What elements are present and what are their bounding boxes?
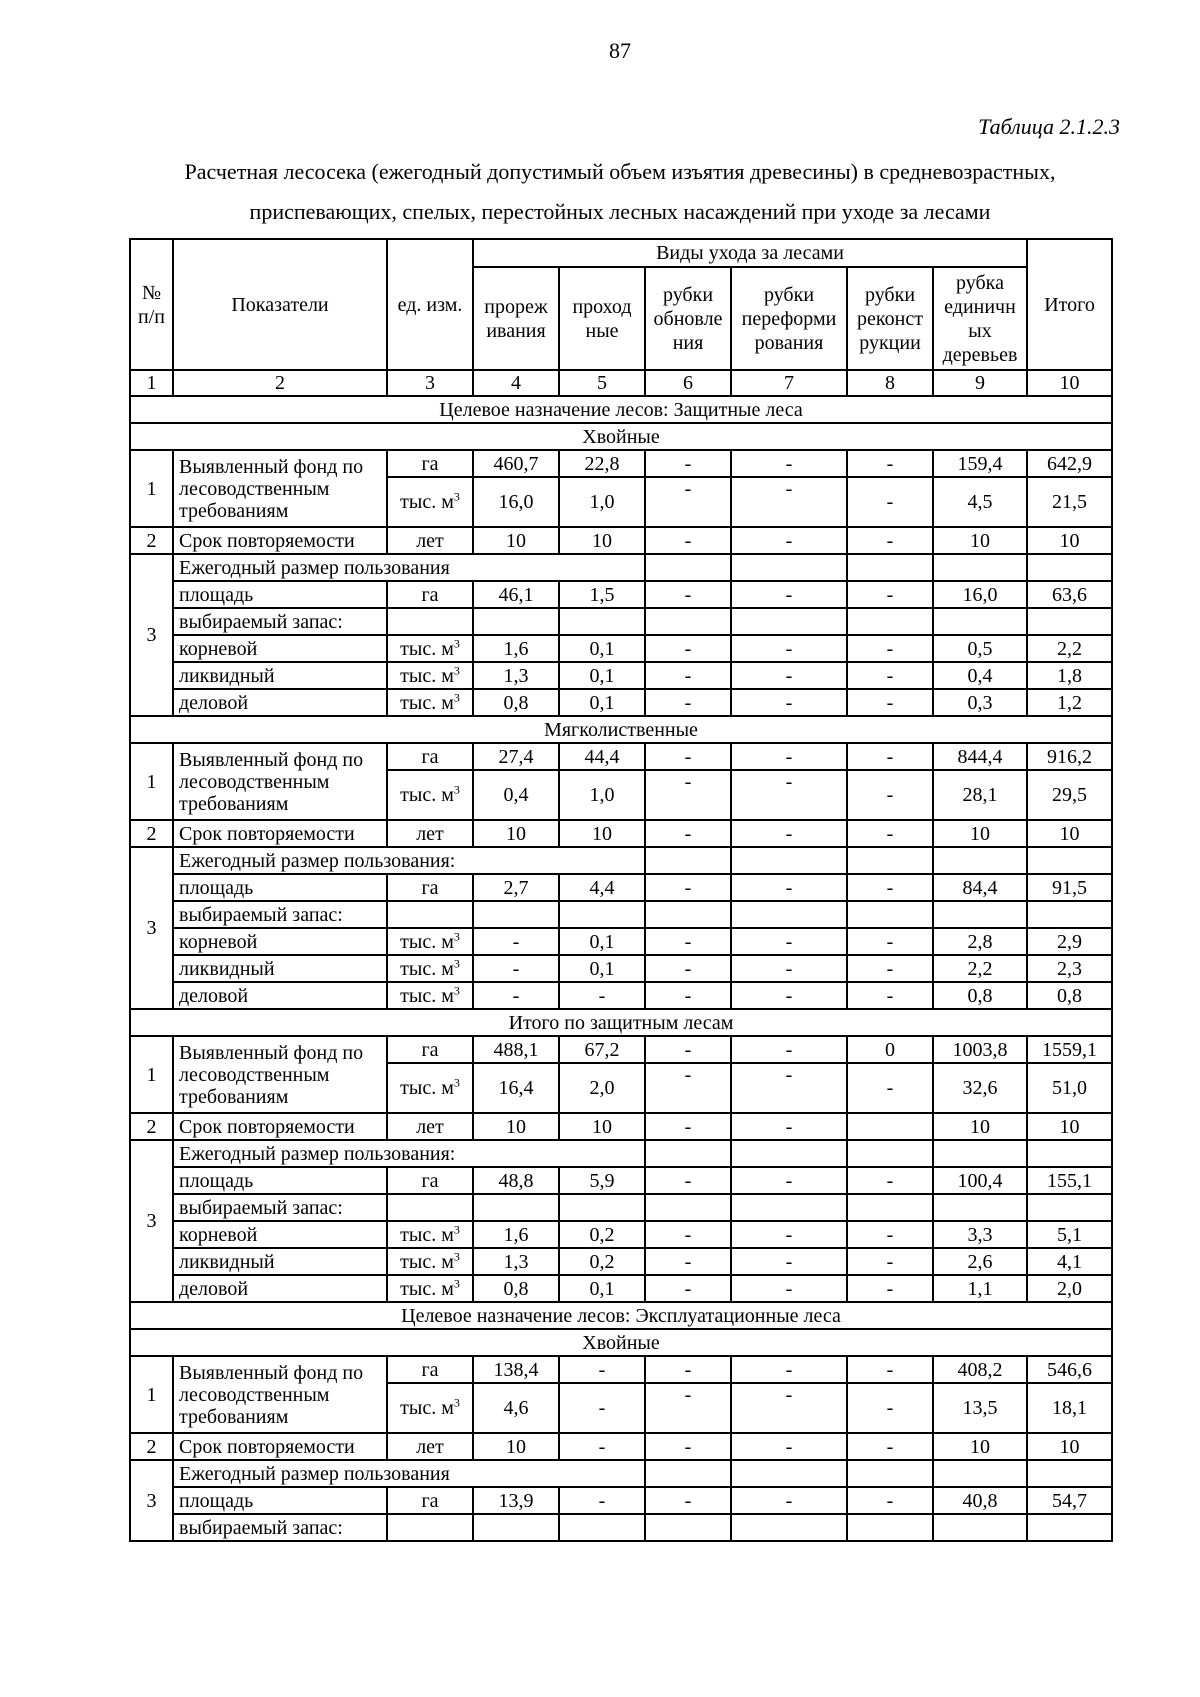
value-cell: 1003,8: [933, 1036, 1027, 1063]
value-cell: 155,1: [1027, 1167, 1112, 1194]
value-cell: -: [847, 1221, 933, 1248]
indicator-fund: Выявленный фонд по лесоводственным требованиям: [173, 1036, 387, 1113]
value-cell: 46,1: [473, 581, 559, 608]
table-title-line-2: приспевающих, спелых, перестойных лесных насаждений при уходе за лесами: [249, 199, 991, 224]
indicator-root: корневой: [173, 1221, 387, 1248]
value-cell: 10: [1027, 1433, 1112, 1460]
value-cell: -: [847, 820, 933, 847]
value-cell: -: [731, 477, 847, 527]
value-cell: 159,4: [933, 450, 1027, 477]
value-cell: 2,0: [559, 1063, 645, 1113]
unit-cell: тыс. $м^3$: [387, 689, 473, 716]
value-cell: 48,8: [473, 1167, 559, 1194]
unit-cell: га: [387, 581, 473, 608]
value-cell: -: [645, 1036, 731, 1063]
value-cell: -: [559, 1433, 645, 1460]
value-cell: 10: [933, 1113, 1027, 1140]
value-cell: -: [847, 982, 933, 1009]
value-cell: 488,1: [473, 1036, 559, 1063]
value-cell: -: [731, 1221, 847, 1248]
section-heading: Целевое назначение лесов: Эксплуатационные леса: [130, 1302, 1112, 1329]
value-cell: 2,2: [1027, 635, 1112, 662]
row-number: 3: [130, 1460, 173, 1541]
value-cell: 0,1: [559, 955, 645, 982]
value-cell: 2,6: [933, 1248, 1027, 1275]
indicator-annual: Ежегодный размер пользования: [173, 1460, 645, 1487]
value-cell: 408,2: [933, 1356, 1027, 1383]
col-number: 8: [847, 370, 933, 396]
value-cell: 10: [559, 1113, 645, 1140]
value-cell: 1,3: [473, 662, 559, 689]
indicator-period: Срок повторяемости: [173, 1113, 387, 1140]
value-cell: 0,4: [933, 662, 1027, 689]
value-cell: -: [731, 1383, 847, 1433]
value-cell: -: [847, 689, 933, 716]
value-cell: -: [731, 1356, 847, 1383]
value-cell: 0,2: [559, 1248, 645, 1275]
value-cell: -: [731, 874, 847, 901]
value-cell: -: [731, 689, 847, 716]
value-cell: 2,8: [933, 928, 1027, 955]
value-cell: -: [847, 874, 933, 901]
indicator-area: площадь: [173, 1167, 387, 1194]
value-cell: -: [847, 1383, 933, 1433]
value-cell: -: [731, 1275, 847, 1302]
value-cell: -: [645, 1063, 731, 1113]
value-cell: 10: [1027, 1113, 1112, 1140]
table-label: Таблица 2.1.2.3: [978, 114, 1120, 139]
value-cell: -: [731, 770, 847, 820]
value-cell: 1,1: [933, 1275, 1027, 1302]
indicator-stock: выбираемый запас:: [173, 1514, 387, 1541]
value-cell: 10: [933, 527, 1027, 554]
unit-cell: тыс. $м^3$: [387, 635, 473, 662]
value-cell: -: [847, 1063, 933, 1113]
header-col-renewal: рубки обновле ния: [645, 267, 731, 370]
unit-cell: тыс. $м^3$: [387, 1383, 473, 1433]
value-cell: 2,0: [1027, 1275, 1112, 1302]
unit-cell: га: [387, 874, 473, 901]
value-cell: -: [473, 928, 559, 955]
value-cell: 0,2: [559, 1221, 645, 1248]
value-cell: 4,6: [473, 1383, 559, 1433]
value-cell: -: [645, 1275, 731, 1302]
unit-cell: лет: [387, 1433, 473, 1460]
col-number: 1: [130, 370, 173, 396]
value-cell: -: [645, 662, 731, 689]
value-cell: -: [731, 1113, 847, 1140]
value-cell: -: [731, 1036, 847, 1063]
unit-cell: лет: [387, 820, 473, 847]
value-cell: -: [645, 450, 731, 477]
value-cell: -: [645, 743, 731, 770]
value-cell: 2,3: [1027, 955, 1112, 982]
subsection-heading: Хвойные: [130, 423, 1112, 450]
value-cell: -: [847, 1356, 933, 1383]
indicator-liquid: ликвидный: [173, 955, 387, 982]
unit-cell: га: [387, 450, 473, 477]
value-cell: 0,1: [559, 928, 645, 955]
table-title-line-1: Расчетная лесосека (ежегодный допустимый объем изъятия древесины) в средневозрастных,: [184, 159, 1056, 184]
unit-cell: тыс. $м^3$: [387, 662, 473, 689]
unit-cell: тыс. $м^3$: [387, 955, 473, 982]
header-col-passage: проход ные: [559, 267, 645, 370]
header-col-reformation: рубки переформи рования: [731, 267, 847, 370]
value-cell: 0,1: [559, 689, 645, 716]
value-cell: 2,7: [473, 874, 559, 901]
indicator-fund: Выявленный фонд по лесоводственным требованиям: [173, 1356, 387, 1433]
row-number: 1: [130, 1356, 173, 1433]
col-number: 9: [933, 370, 1027, 396]
value-cell: -: [731, 743, 847, 770]
value-cell: 10: [933, 1433, 1027, 1460]
col-number: 3: [387, 370, 473, 396]
value-cell: 0,3: [933, 689, 1027, 716]
unit-cell: тыс. $м^3$: [387, 1221, 473, 1248]
value-cell: -: [645, 1383, 731, 1433]
value-cell: -: [731, 955, 847, 982]
value-cell: 10: [559, 820, 645, 847]
value-cell: 67,2: [559, 1036, 645, 1063]
indicator-period: Срок повторяемости: [173, 527, 387, 554]
col-number: 5: [559, 370, 645, 396]
value-cell: 1,0: [559, 477, 645, 527]
value-cell: 3,3: [933, 1221, 1027, 1248]
value-cell: 138,4: [473, 1356, 559, 1383]
value-cell: -: [847, 1275, 933, 1302]
indicator-period: Срок повторяемости: [173, 1433, 387, 1460]
value-cell: 0,8: [473, 689, 559, 716]
indicator-period: Срок повторяемости: [173, 820, 387, 847]
header-care-types: Виды ухода за лесами: [473, 239, 1027, 267]
indicator-stock: выбираемый запас:: [173, 1194, 387, 1221]
indicator-liquid: ликвидный: [173, 1248, 387, 1275]
unit-cell: тыс. $м^3$: [387, 477, 473, 527]
row-number: 1: [130, 450, 173, 527]
value-cell: 0,8: [933, 982, 1027, 1009]
value-cell: 13,9: [473, 1487, 559, 1514]
header-col-single-trees: рубка единичн ых деревьев: [933, 267, 1027, 370]
row-number: 2: [130, 527, 173, 554]
value-cell: 18,1: [1027, 1383, 1112, 1433]
value-cell: -: [847, 955, 933, 982]
value-cell: -: [559, 1487, 645, 1514]
indicator-annual: Ежегодный размер пользования:: [173, 847, 645, 874]
indicator-fund: Выявленный фонд по лесоводственным требованиям: [173, 450, 387, 527]
value-cell: -: [473, 955, 559, 982]
value-cell: 4,1: [1027, 1248, 1112, 1275]
value-cell: 40,8: [933, 1487, 1027, 1514]
col-number: 7: [731, 370, 847, 396]
subsection-heading: Итого по защитным лесам: [130, 1009, 1112, 1036]
value-cell: 4,4: [559, 874, 645, 901]
value-cell: -: [731, 1167, 847, 1194]
value-cell: 63,6: [1027, 581, 1112, 608]
value-cell: 1,2: [1027, 689, 1112, 716]
unit-cell: га: [387, 1487, 473, 1514]
value-cell: 28,1: [933, 770, 1027, 820]
value-cell: -: [559, 1356, 645, 1383]
row-number: 3: [130, 847, 173, 1009]
value-cell: 1,3: [473, 1248, 559, 1275]
row-number: 2: [130, 1433, 173, 1460]
value-cell: 100,4: [933, 1167, 1027, 1194]
value-cell: -: [731, 1487, 847, 1514]
value-cell: 1,6: [473, 1221, 559, 1248]
value-cell: 44,4: [559, 743, 645, 770]
value-cell: 16,0: [933, 581, 1027, 608]
value-cell: 27,4: [473, 743, 559, 770]
value-cell: 460,7: [473, 450, 559, 477]
unit-cell: лет: [387, 1113, 473, 1140]
value-cell: -: [645, 982, 731, 1009]
value-cell: 0,8: [1027, 982, 1112, 1009]
value-cell: [847, 1113, 933, 1140]
value-cell: 0,1: [559, 662, 645, 689]
value-cell: 1,8: [1027, 662, 1112, 689]
indicator-root: корневой: [173, 635, 387, 662]
indicator-root: корневой: [173, 928, 387, 955]
value-cell: 0,4: [473, 770, 559, 820]
indicator-business: деловой: [173, 689, 387, 716]
page-number: 87: [609, 38, 631, 63]
value-cell: 5,9: [559, 1167, 645, 1194]
value-cell: 10: [473, 527, 559, 554]
unit-cell: тыс. $м^3$: [387, 1248, 473, 1275]
unit-cell: га: [387, 1167, 473, 1194]
value-cell: 10: [559, 527, 645, 554]
unit-cell: тыс. $м^3$: [387, 982, 473, 1009]
value-cell: 1,6: [473, 635, 559, 662]
unit-cell: га: [387, 1356, 473, 1383]
value-cell: -: [645, 1356, 731, 1383]
row-number: 3: [130, 1140, 173, 1302]
value-cell: -: [645, 955, 731, 982]
header-number: № п/п: [130, 239, 173, 370]
unit-cell: га: [387, 743, 473, 770]
row-number: 2: [130, 820, 173, 847]
value-cell: -: [847, 527, 933, 554]
indicator-liquid: ликвидный: [173, 662, 387, 689]
row-number: 1: [130, 743, 173, 820]
value-cell: 16,4: [473, 1063, 559, 1113]
value-cell: 10: [473, 820, 559, 847]
value-cell: 0,8: [473, 1275, 559, 1302]
value-cell: 916,2: [1027, 743, 1112, 770]
value-cell: -: [645, 770, 731, 820]
value-cell: 546,6: [1027, 1356, 1112, 1383]
indicator-annual: Ежегодный размер пользования:: [173, 1140, 645, 1167]
table-title: [100, 152, 1140, 232]
value-cell: -: [645, 928, 731, 955]
value-cell: -: [731, 982, 847, 1009]
value-cell: -: [847, 743, 933, 770]
value-cell: -: [731, 581, 847, 608]
value-cell: -: [847, 477, 933, 527]
value-cell: -: [645, 527, 731, 554]
value-cell: 91,5: [1027, 874, 1112, 901]
subsection-heading: Хвойные: [130, 1329, 1112, 1356]
value-cell: -: [559, 982, 645, 1009]
value-cell: -: [645, 1433, 731, 1460]
value-cell: -: [645, 874, 731, 901]
header-indicators: Показатели: [173, 239, 387, 370]
value-cell: -: [731, 1248, 847, 1275]
value-cell: 22,8: [559, 450, 645, 477]
indicator-area: площадь: [173, 1487, 387, 1514]
header-col-thinning: прореж ивания: [473, 267, 559, 370]
indicator-area: площадь: [173, 874, 387, 901]
value-cell: 2,2: [933, 955, 1027, 982]
indicator-stock: выбираемый запас:: [173, 901, 387, 928]
value-cell: -: [645, 1248, 731, 1275]
value-cell: -: [645, 820, 731, 847]
value-cell: -: [847, 928, 933, 955]
value-cell: 32,6: [933, 1063, 1027, 1113]
value-cell: 10: [1027, 820, 1112, 847]
value-cell: 0,5: [933, 635, 1027, 662]
value-cell: -: [731, 662, 847, 689]
indicator-annual: Ежегодный размер пользования: [173, 554, 645, 581]
unit-cell: лет: [387, 527, 473, 554]
value-cell: -: [847, 662, 933, 689]
value-cell: -: [645, 635, 731, 662]
col-number: 2: [173, 370, 387, 396]
value-cell: -: [731, 928, 847, 955]
row-number: 2: [130, 1113, 173, 1140]
value-cell: -: [847, 635, 933, 662]
value-cell: -: [645, 1487, 731, 1514]
value-cell: 16,0: [473, 477, 559, 527]
value-cell: 0: [847, 1036, 933, 1063]
value-cell: 10: [473, 1433, 559, 1460]
unit-cell: тыс. $м^3$: [387, 770, 473, 820]
header-unit: ед. изм.: [387, 239, 473, 370]
col-number: 6: [645, 370, 731, 396]
value-cell: -: [645, 689, 731, 716]
value-cell: 51,0: [1027, 1063, 1112, 1113]
subsection-heading: Мягколиственные: [130, 716, 1112, 743]
value-cell: 13,5: [933, 1383, 1027, 1433]
value-cell: -: [645, 1113, 731, 1140]
indicator-area: площадь: [173, 581, 387, 608]
value-cell: 4,5: [933, 477, 1027, 527]
value-cell: -: [731, 527, 847, 554]
value-cell: -: [847, 1248, 933, 1275]
value-cell: 1,5: [559, 581, 645, 608]
section-heading: Целевое назначение лесов: Защитные леса: [130, 396, 1112, 423]
value-cell: -: [559, 1383, 645, 1433]
value-cell: 0,1: [559, 1275, 645, 1302]
value-cell: -: [731, 450, 847, 477]
value-cell: -: [731, 820, 847, 847]
value-cell: -: [847, 1433, 933, 1460]
value-cell: -: [731, 1063, 847, 1113]
indicator-fund: Выявленный фонд по лесоводственным требованиям: [173, 743, 387, 820]
col-number: 10: [1027, 370, 1112, 396]
col-number: 4: [473, 370, 559, 396]
indicator-business: деловой: [173, 1275, 387, 1302]
unit-cell: тыс. $м^3$: [387, 1063, 473, 1113]
value-cell: -: [847, 450, 933, 477]
value-cell: 5,1: [1027, 1221, 1112, 1248]
row-number: 1: [130, 1036, 173, 1113]
header-col-reconstruction: рубки реконст рукции: [847, 267, 933, 370]
value-cell: -: [645, 1167, 731, 1194]
value-cell: -: [645, 477, 731, 527]
value-cell: -: [847, 581, 933, 608]
indicator-business: деловой: [173, 982, 387, 1009]
unit-cell: тыс. $м^3$: [387, 928, 473, 955]
value-cell: 29,5: [1027, 770, 1112, 820]
value-cell: 54,7: [1027, 1487, 1112, 1514]
value-cell: 844,4: [933, 743, 1027, 770]
value-cell: -: [847, 770, 933, 820]
value-cell: 642,9: [1027, 450, 1112, 477]
unit-cell: тыс. $м^3$: [387, 1275, 473, 1302]
value-cell: 10: [1027, 527, 1112, 554]
row-number: 3: [130, 554, 173, 716]
logging-table: [129, 238, 1113, 1542]
value-cell: 10: [473, 1113, 559, 1140]
value-cell: -: [645, 581, 731, 608]
value-cell: 1,0: [559, 770, 645, 820]
value-cell: -: [847, 1167, 933, 1194]
value-cell: 21,5: [1027, 477, 1112, 527]
value-cell: 10: [933, 820, 1027, 847]
value-cell: 0,1: [559, 635, 645, 662]
value-cell: -: [473, 982, 559, 1009]
value-cell: -: [847, 1487, 933, 1514]
value-cell: -: [645, 1221, 731, 1248]
header-total: Итого: [1027, 239, 1112, 370]
value-cell: 2,9: [1027, 928, 1112, 955]
value-cell: 1559,1: [1027, 1036, 1112, 1063]
value-cell: 84,4: [933, 874, 1027, 901]
value-cell: -: [731, 635, 847, 662]
unit-cell: га: [387, 1036, 473, 1063]
value-cell: -: [731, 1433, 847, 1460]
indicator-stock: выбираемый запас:: [173, 608, 387, 635]
